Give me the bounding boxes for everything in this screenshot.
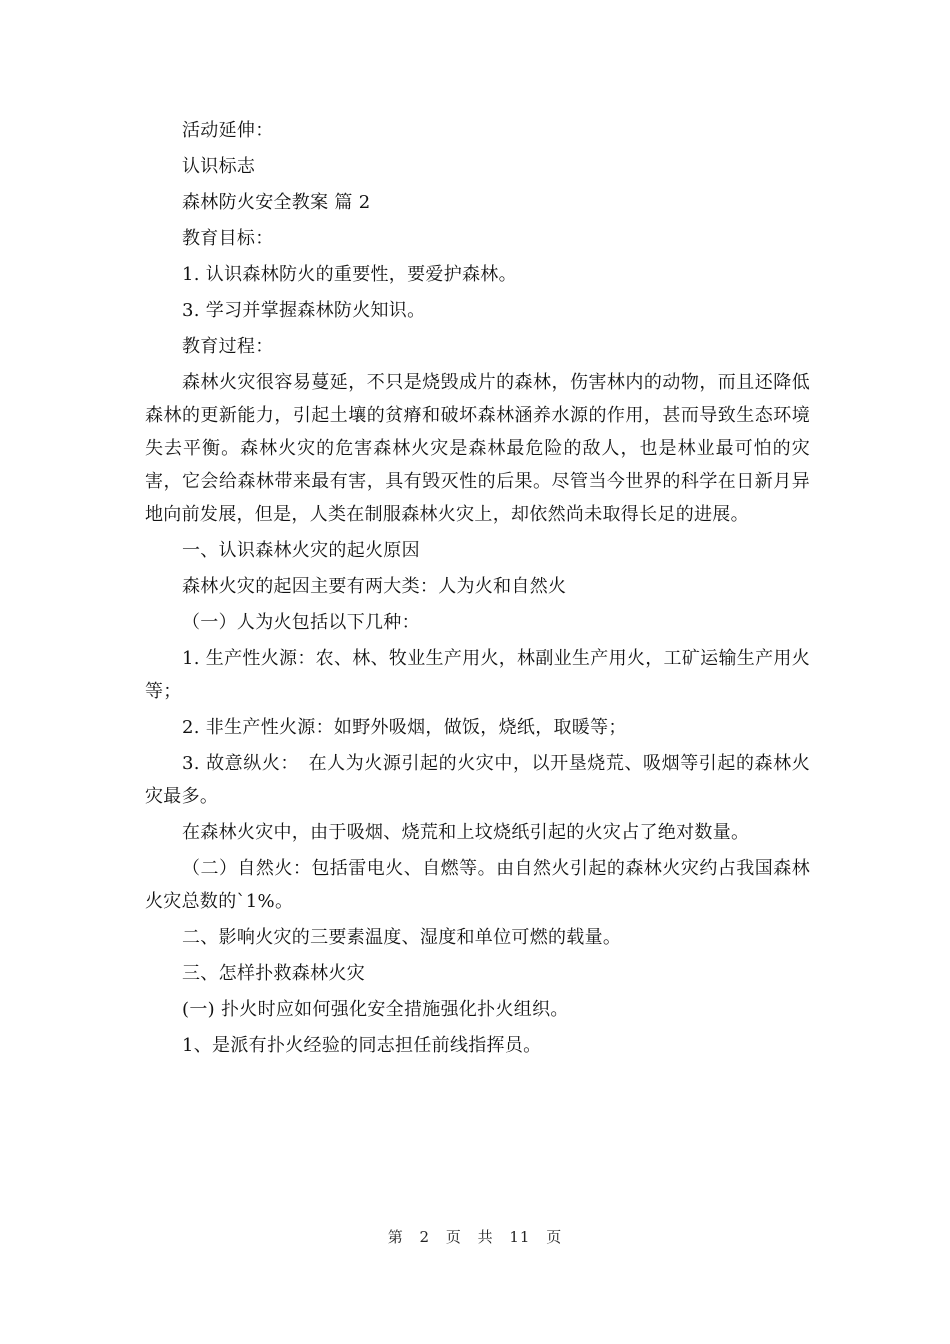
paragraph-productive-source: 1. 生产性火源：农、林、牧业生产用火，林副业生产用火，工矿运输生产用火等； xyxy=(145,648,810,702)
paragraph-commander: 1、是派有扑火经验的同志担任前线指挥员。 xyxy=(182,1035,542,1056)
paragraph-natural-fire: （二）自然火：包括雷电火、自燃等。由自然火引起的森林火灾约占我国森林火灾总数的`1%。 xyxy=(145,858,810,912)
paragraph-nonproductive-source: 2. 非生产性火源：如野外吸烟，做饭，烧纸，取暖等； xyxy=(182,717,627,738)
paragraph-smoking-share: 在森林火灾中，由于吸烟、烧荒和上坟烧纸引起的火灾占了绝对数量。 xyxy=(182,822,750,843)
page-body xyxy=(145,114,810,1062)
paragraph-three-factors: 二、影响火灾的三要素温度、湿度和单位可燃的载量。 xyxy=(182,927,622,948)
page-footer: 第 2 页 共 11 页 xyxy=(387,1228,563,1246)
paragraph-heading-firefighting: 三、怎样扑救森林火灾 xyxy=(182,963,365,984)
paragraph-goal-3: 3. 学习并掌握森林防火知识。 xyxy=(182,300,426,321)
paragraph-fire-intro: 森林火灾很容易蔓延，不只是烧毁成片的森林，伤害林内的动物，而且还降低森林的更新能力，引起土壤的贫瘠和破坏森林涵养水源的作用，甚而导致生态环境失去平衡。森林火灾的危害森林火灾是森林最危险的敌人，也是林业最可怕的灾害，它会给森林带来最有害，具有毁灭性的后果。尽管当今世界的科学在日新月异地向前发展，但是，人类在制服森林火灾上，却依然尚未取得长足的进展。 xyxy=(145,372,810,525)
paragraph-goal-1: 1. 认识森林防火的重要性，要爱护森林。 xyxy=(182,264,517,285)
paragraph-heading-causes: 一、认识森林火灾的起火原因 xyxy=(182,540,420,561)
section-title: 森林防火安全教案 篇 2 xyxy=(182,192,371,213)
paragraph-human-fire: （一）人为火包括以下几种： xyxy=(182,612,420,633)
paragraph-arson: 3. 故意纵火： 在人为火源引起的火灾中，以开垦烧荒、吸烟等引起的森林火灾最多。 xyxy=(145,753,810,807)
paragraph-process-heading: 教育过程： xyxy=(182,336,274,357)
paragraph-activity-extension: 活动延伸： xyxy=(182,120,274,141)
paragraph-safety-measures: (一) 扑火时应如何强化安全措施强化扑火组织。 xyxy=(182,999,569,1020)
paragraph-recognize-signs: 认识标志 xyxy=(182,156,256,177)
paragraph-causes-two-types: 森林火灾的起因主要有两大类：人为火和自然火 xyxy=(182,576,567,597)
paragraph-goals-heading: 教育目标： xyxy=(182,228,274,249)
